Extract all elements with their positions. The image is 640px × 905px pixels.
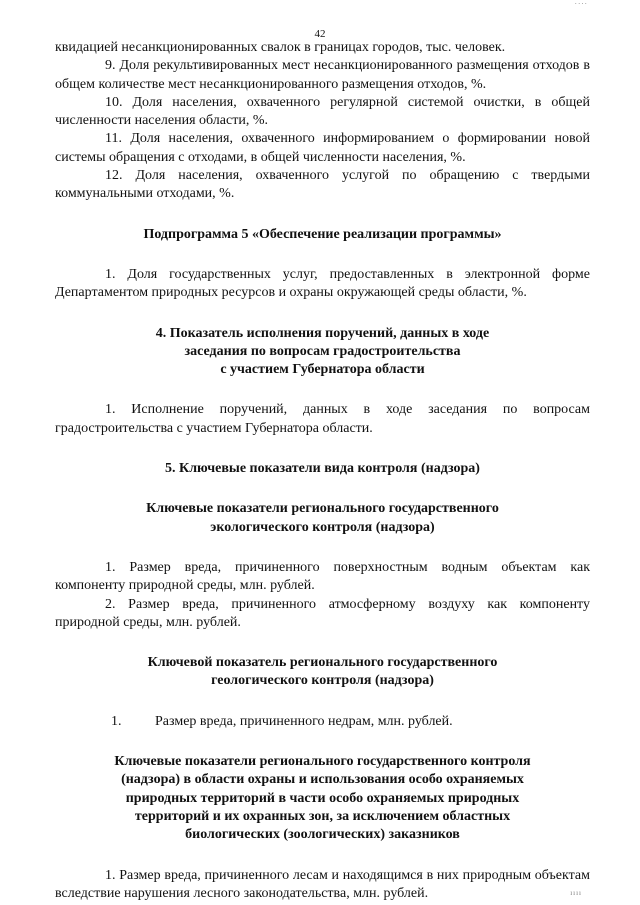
protected-areas-heading-line-2: (надзора) в области охраны и использования особо охраняемых [121,772,524,788]
eco-control-heading-line-2: экологического контроля (надзора) [210,519,435,535]
geo-control-heading-line-1: Ключевой показатель регионального государственного [147,655,498,671]
section-4-heading [55,325,590,380]
eco-control-item-2: 2. Размер вреда, причиненного атмосферному воздуху как компоненту природной среды, млн. рублей. [55,596,590,630]
page-number: 42 [314,28,326,40]
geo-control-item-number: 1. [111,713,122,729]
eco-control-heading-line-1: Ключевые показатели регионального государственного [146,501,499,517]
geo-control-item-1 [55,713,590,731]
geo-control-item-text: Размер вреда, причиненного недрам, млн. рублей. [155,713,453,729]
paragraph-item-9: 9. Доля рекультивированных мест несанкционированного размещения отходов в общем количестве мест несанкционированного размещения отходов, %. [55,58,590,92]
paragraph-continuation: квидацией несанкционированных свалок в границах городов, тыс. человек. [55,40,506,55]
protected-areas-heading-line-1: Ключевые показатели регионального государственного контроля [114,754,531,770]
eco-control-item-1: 1. Размер вреда, причиненного поверхностным водным объектам как компоненту природной среды, млн. рублей. [55,559,590,594]
section-4-heading-line-2: заседания по вопросам градостроительства [184,343,461,359]
protected-areas-heading-line-3: природных территорий в части особо охраняемых природных [125,790,520,806]
section-5-heading: 5. Ключевые показатели вида контроля (надзора) [165,461,480,477]
paragraph-item-11: 11. Доля населения, охваченного информированием о формировании новой системы обращения с отходами, в общей численности населения, %. [55,131,590,165]
geo-control-heading-line-2: геологического контроля (надзора) [211,673,434,689]
subprogram-5-item-1: 1. Доля государственных услуг, предоставленных в электронной форме Департаментом природных ресурсов и охраны окружающей среды области, %. [55,266,590,301]
document-body [55,39,590,903]
section-4-item-1: 1. Исполнение поручений, данных в ходе заседания по вопросам градостроительства с участием Губернатора области. [55,402,590,436]
protected-areas-heading [55,753,590,844]
paragraph-item-12: 12. Доля населения, охваченного услугой по обращению с твердыми коммунальными отходами, %. [55,168,590,202]
corner-mark-bottom: ıııı [570,889,582,897]
protected-areas-heading-line-5: биологических (зоологических) заказников [185,827,460,843]
section-4-heading-line-1: 4. Показатель исполнения поручений, данных в ходе [155,325,490,341]
protected-areas-item-1: 1. Размер вреда, причиненного лесам и находящимся в них природным объектам вследствие нарушения лесного законодательства, млн. рублей. [55,867,590,901]
protected-areas-heading-line-4: территорий и их охранных зон, за исключением областных [134,808,511,824]
corner-mark-top: ···· [574,0,588,8]
paragraph-item-10: 10. Доля населения, охваченного регулярной системой очистки, в общей численности населения области, %. [55,94,590,129]
eco-control-heading [55,500,590,537]
subprogram-5-heading: Подпрограмма 5 «Обеспечение реализации программы» [143,226,502,242]
section-4-heading-line-3: с участием Губернатора области [220,362,425,378]
geo-control-heading [55,654,590,691]
